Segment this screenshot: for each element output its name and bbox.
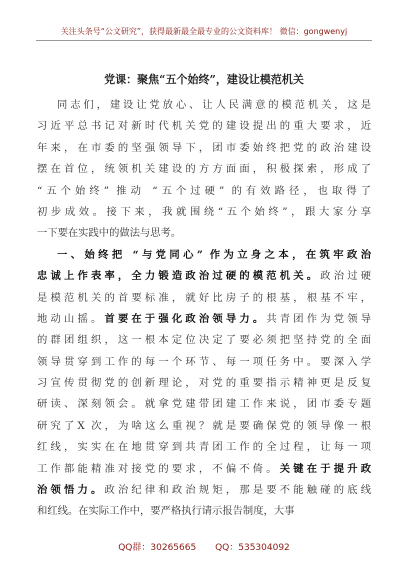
footer-qq: QQ：535304092 [215, 543, 290, 553]
text-segment: 红线，实实在在地贯穿到共青团工作的全过程，让每一项 [37, 441, 371, 454]
text-line [37, 288, 371, 309]
text-segment: 是模范机关的首要标准，就好比房子的根基，根基不牢， [37, 291, 371, 304]
text-line [37, 480, 371, 501]
bold-text: 忠诚上作表率，全力锻造政治过硬的模范机关。 [37, 270, 321, 283]
text-line [37, 309, 371, 330]
header-notice: 关注头条号“公文研究”，获得最新最全最专业的公文资料库！ 微信：gongwenyj [60, 27, 348, 36]
text-line [37, 116, 371, 137]
text-segment: 摆在首位，统领机关建设的方方面面，积极探索，形成了 [37, 163, 371, 176]
text-segment: 年来，在市委的坚强领导下，团市委始终把党的政治建设 [37, 141, 371, 154]
bold-text: 首要在于强化政治领导力。 [104, 312, 267, 325]
text-segment: 习宣传贯彻党的创新理论，对党的重要指示精神更是反复 [37, 377, 371, 390]
text-line [37, 95, 371, 116]
document-body [37, 95, 371, 523]
text-segment: 习近平总书记对新时代机关党的建设提出的重大要求，近 [37, 120, 371, 133]
bold-text: 治领悟力。 [37, 484, 105, 497]
header-divider [36, 40, 372, 41]
text-segment: “五个始终” 推动 “五个过硬” 的有效路径，也取得了 [37, 184, 371, 197]
text-line [37, 373, 371, 394]
text-line [37, 223, 371, 244]
bold-text: 关键在于提升政 [279, 462, 371, 475]
text-segment: 研读、深刻领会。就拿党建带团建工作来说，团市委专题 [37, 398, 371, 411]
text-segment: 研究了X 次，为啥这么重视？就是要确保党的领导像一根 [37, 419, 371, 432]
text-segment: 领导贯穿到工作的每一个环节、每一项任务中。要深入学 [37, 355, 371, 368]
text-segment: 政治过硬 [320, 270, 371, 283]
text-segment: 的群团组织，这一根本定位决定了要必须把坚持党的全面 [37, 334, 371, 347]
text-line [37, 245, 371, 266]
text-segment: 和红线。在实际工作中，要严格执行请示报告制度，大事 [37, 505, 295, 518]
text-line [37, 266, 371, 287]
footer-contact [0, 540, 408, 553]
text-line [37, 181, 371, 202]
text-line [37, 501, 371, 522]
text-line [37, 437, 371, 458]
text-line [37, 202, 371, 223]
text-segment: 地动山摇。 [37, 312, 105, 325]
text-line [37, 352, 371, 373]
text-line [37, 416, 371, 437]
footer-qq-group: QQ群：30265665 [118, 543, 197, 553]
text-segment: 同志们，建设让党放心、让人民满意的模范机关，这是 [57, 99, 371, 111]
text-segment: 初步成效。接下来，我就围绕“五个始终”，跟大家分享 [37, 205, 371, 218]
text-segment: 政治纪律和政治规矩，那是要不能触碰的底线 [104, 484, 371, 497]
text-line [37, 159, 371, 180]
text-segment: 工作都能精准对接党的要求，不偏不倚。 [37, 462, 280, 475]
text-line [37, 330, 371, 351]
bold-text: 一、始终把 “与党同心” 作为立身之本，在筑牢政治 [57, 248, 371, 261]
text-segment: 共青团作为党领导 [266, 312, 371, 325]
text-line [37, 459, 371, 480]
document-title: 党课：聚焦“五个始终”，建设让模范机关 [104, 73, 304, 86]
text-segment: 一下要在实践中的做法与思考。 [37, 227, 182, 240]
text-line [37, 394, 371, 415]
text-line [37, 138, 371, 159]
